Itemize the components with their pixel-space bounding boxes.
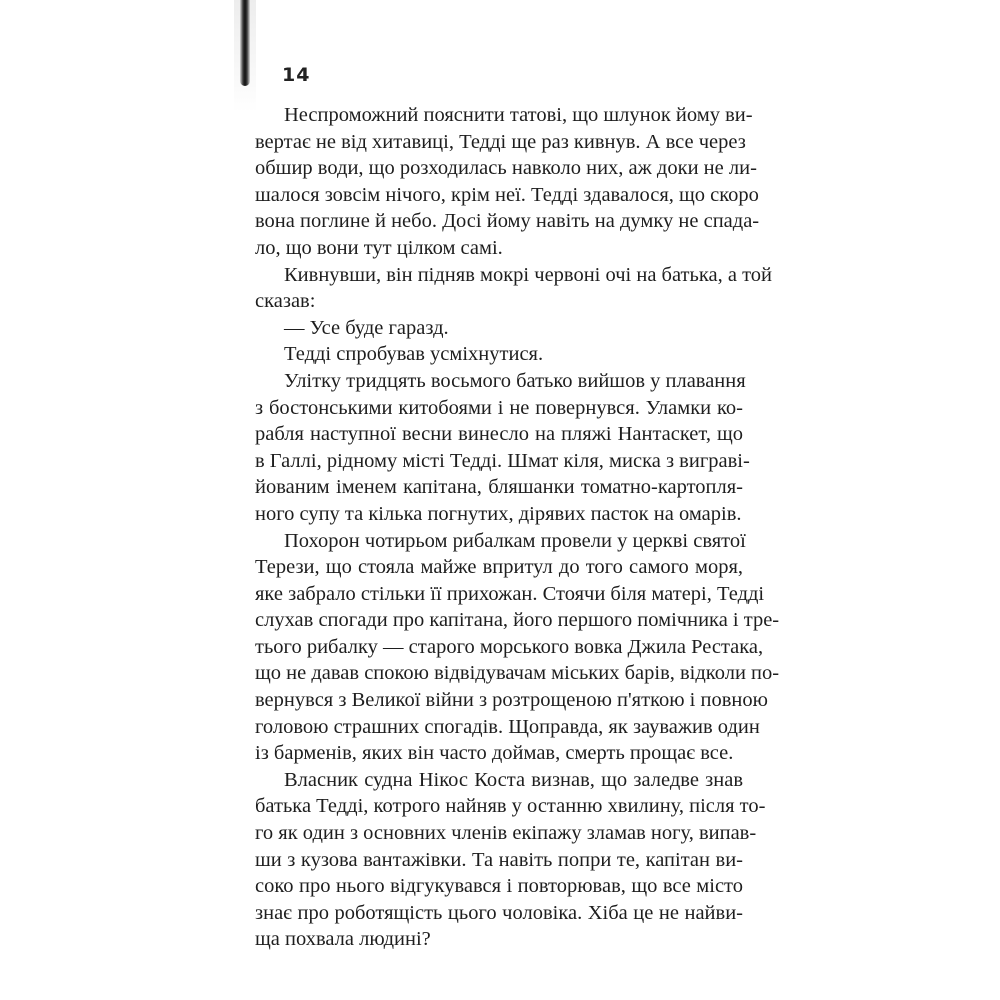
text-line: в Галлі, рідному місті Тедді. Шмат кіля, миска з виграві- — [255, 449, 750, 472]
text-line: з бостонськими китобоями і не повернувся. Уламки ко- — [255, 396, 743, 419]
page-number: 14 — [282, 64, 311, 86]
text-line: головою страшних спогадів. Щоправда, як зауважив один — [255, 715, 760, 738]
text-line: Терези, що стояла майже впритул до того самого моря, — [255, 556, 743, 579]
text-line: го як один з основних членів екіпажу зламав ногу, випав- — [255, 822, 757, 845]
text-line: тього рибалку — старого морського вовка Джила Рестака, — [255, 635, 764, 658]
text-line: батька Тедді, котрого найняв у останню хвилину, після то- — [255, 795, 766, 818]
text-line: сказав: — [255, 290, 316, 313]
text-line: шалося зовсім нічого, крім неї. Тедді здавалося, що скоро — [255, 183, 759, 206]
text-line: рабля наступної весни винесло на пляжі Нантаскет, що — [255, 423, 743, 446]
text-line: ши з кузова вантажівки. Та навіть попри те, капітан ви- — [255, 848, 743, 871]
text-line: Тедді спробував усміхнутися. — [284, 343, 544, 366]
text-line: ло, що вони тут цілком самі. — [255, 236, 503, 259]
text-line: вертає не від хитавиці, Тедді ще раз кивнув. А все через — [255, 130, 746, 153]
text-line: із барменів, яких він часто доймав, смерть прощає все. — [255, 742, 734, 765]
text-line: вернувся з Великої війни з розтрощеною п'яткою і повною — [255, 689, 768, 712]
text-line: соко про нього відгукувався і повторював, що все місто — [255, 875, 743, 898]
text-line: яке забрало стільки її прихожан. Стоячи біля матері, Тедді — [255, 582, 765, 605]
text-line: ного супу та кілька погнутих, дірявих пасток на омарів. — [255, 502, 742, 525]
text-line: Неспроможний пояснити татові, що шлунок йому ви- — [284, 104, 753, 126]
text-line: — Усе буде гаразд. — [284, 316, 449, 339]
body-text — [255, 102, 780, 953]
text-line: обшир води, що розходилась навколо них, аж доки не ли- — [255, 157, 757, 180]
text-line: вона поглине й небо. Досі йому навіть на думку не спада- — [255, 210, 760, 233]
text-line: Улітку тридцять восьмого батько вийшов у плавання — [284, 369, 746, 392]
text-line: Власник судна Нікос Коста визнав, що заледве знав — [284, 768, 743, 791]
text-line: Кивнувши, він підняв мокрі червоні очі на батька, а той — [284, 263, 772, 286]
text-line: ща похвала людині? — [255, 928, 431, 951]
text-line: що не давав спокою відвідувачам міських барів, відколи по- — [255, 662, 780, 685]
text-line: слухав спогади про капітана, його першого помічника і тре- — [255, 609, 780, 632]
text-line: йованим іменем капітана, бляшанки томатно-картопля- — [255, 476, 743, 499]
text-line: Похорон чотирьом рибалкам провели у церкві святої — [284, 529, 746, 552]
page-edge-bookmark — [240, 0, 250, 86]
text-line: знає про роботящість цього чоловіка. Хіба це не найви- — [255, 901, 743, 924]
